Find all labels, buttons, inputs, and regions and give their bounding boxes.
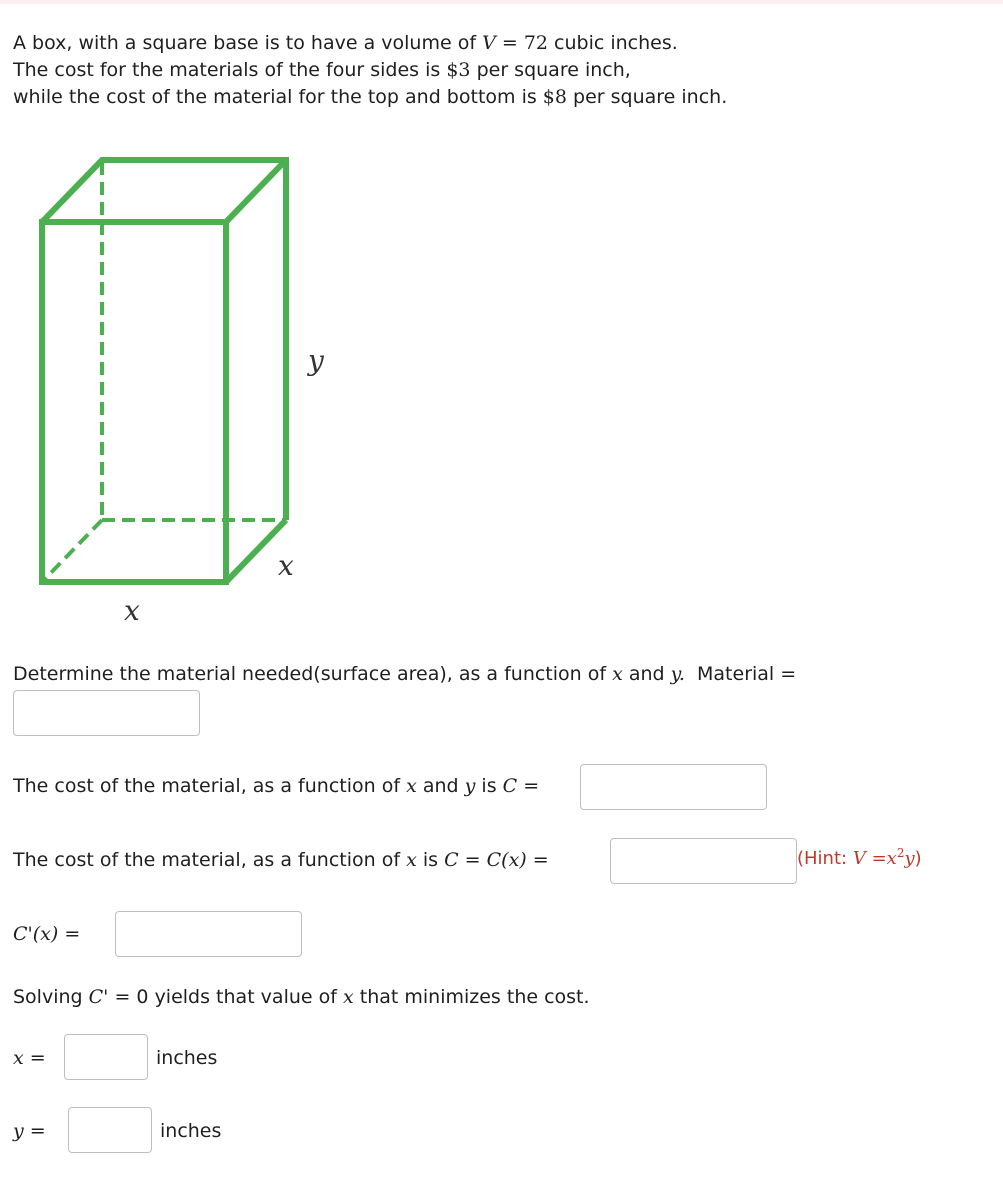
volume-unit: cubic inches. (554, 32, 678, 54)
front-face (42, 222, 226, 582)
top-rule (0, 0, 1003, 4)
problem-line-3 (13, 84, 727, 110)
hint-volume-symbol: V (852, 848, 866, 869)
volume-value: 72 (523, 32, 548, 54)
cost-xy-text: The cost of the material, as a function of (13, 775, 401, 797)
depth-label: x (278, 549, 294, 582)
solving-middle-text: yields that value of (154, 986, 337, 1008)
y-answer-input[interactable] (68, 1107, 152, 1153)
volume-symbol: V (482, 32, 496, 54)
top-back-edges (42, 160, 286, 520)
cost-symbol: C (502, 775, 518, 797)
hint-exponent: 2 (896, 846, 905, 860)
and-text: and (422, 775, 459, 797)
material-input[interactable] (13, 690, 200, 736)
equals-sign: = (523, 775, 540, 797)
derivative-symbol: C'(x) (13, 923, 59, 945)
x-answer-unit: inches (156, 1047, 218, 1069)
cost-xy-input[interactable] (580, 764, 767, 810)
is-text: is (481, 775, 497, 797)
material-question-text: Determine the material needed(surface area), as a function of (13, 663, 607, 685)
hint-y: y (904, 848, 915, 869)
equals-sign: = (29, 1120, 46, 1142)
x-answer-input[interactable] (64, 1034, 148, 1080)
hint-equals: = (871, 848, 887, 869)
problem-line-3-text: while the cost of the material for the top and bottom is (13, 86, 537, 108)
cost-x-input[interactable] (610, 838, 797, 884)
solving-statement (13, 984, 590, 1010)
box-figure (20, 150, 360, 630)
var-y: y. (670, 663, 685, 685)
and-text: and (628, 663, 665, 685)
cost-symbol: C (444, 849, 459, 871)
side-cost-unit: per square inch, (476, 59, 631, 81)
hidden-left-bottom-edge (42, 520, 102, 582)
var-x: x (13, 1047, 24, 1069)
top-bottom-cost-value: $8 (542, 86, 567, 108)
is-text: is (422, 849, 439, 871)
top-bottom-cost-unit: per square inch. (573, 86, 728, 108)
var-y: y (13, 1120, 24, 1142)
var-y: y (464, 775, 476, 797)
hint-close: ) (914, 848, 922, 869)
solving-text: Solving (13, 986, 83, 1008)
width-label: x (124, 594, 140, 627)
problem-line-1 (13, 30, 678, 56)
cost-function: C(x) (486, 849, 527, 871)
cost-x-question (13, 847, 549, 873)
y-answer-label (13, 1118, 46, 1144)
solving-end-text: that minimizes the cost. (359, 986, 590, 1008)
hint (797, 846, 922, 872)
var-x: x (406, 775, 417, 797)
side-cost-value: $3 (446, 59, 471, 81)
var-x: x (342, 986, 354, 1008)
problem-line-2 (13, 57, 631, 83)
derivative-symbol: C' (88, 986, 109, 1008)
derivative-question (13, 921, 80, 947)
hint-open: (Hint: (797, 848, 848, 869)
x-answer-label (13, 1045, 46, 1071)
equals-sign: = (464, 849, 481, 871)
height-label: y (308, 344, 324, 377)
top-right-edge (226, 160, 286, 222)
cost-xy-question (13, 773, 539, 799)
var-x: x (612, 663, 623, 685)
equals-sign: = (29, 1047, 46, 1069)
hint-x: x (886, 848, 897, 869)
material-question (13, 661, 796, 687)
problem-line-2-text: The cost for the materials of the four sides is (13, 59, 441, 81)
equals-sign: = (532, 849, 549, 871)
cost-x-text: The cost of the material, as a function of (13, 849, 401, 871)
y-answer-unit: inches (160, 1120, 222, 1142)
var-x: x (406, 849, 417, 871)
equals-sign: = (114, 986, 131, 1008)
equals-sign: = (64, 923, 81, 945)
material-label: Material = (697, 663, 797, 685)
problem-line-1-text: A box, with a square base is to have a volume of (13, 32, 477, 54)
zero-value: 0 (136, 986, 149, 1008)
box-edges (42, 160, 286, 582)
equals-sign: = (501, 32, 518, 54)
bottom-right-edge (226, 520, 286, 582)
derivative-input[interactable] (115, 911, 302, 957)
